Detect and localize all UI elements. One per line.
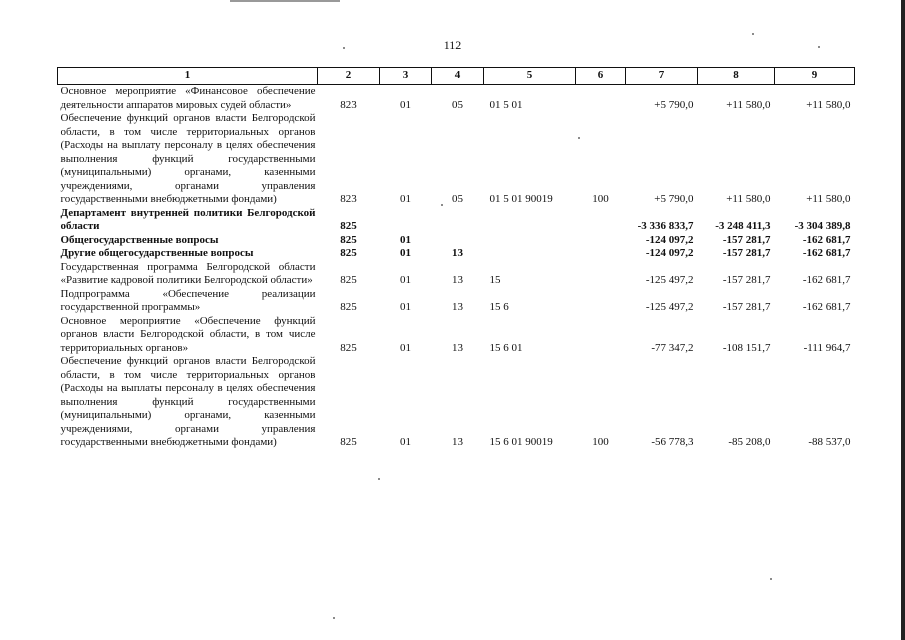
header-cell: 2 [318, 68, 380, 85]
cell-c3: 01 [400, 98, 411, 111]
cell-c3: 01 [400, 274, 411, 286]
page-number: 112 [443, 38, 462, 52]
cell-c7: -56 778,3 [651, 436, 694, 448]
cell-c7: +5 790,0 [654, 193, 694, 205]
cell-c5: 01 5 01 90019 [489, 193, 553, 205]
cell-c6 [576, 315, 626, 356]
cell-c2: 825 [340, 274, 357, 286]
header-cell: 5 [484, 68, 576, 85]
cell-c6 [576, 288, 626, 315]
cell-c9: -162 681,7 [802, 247, 851, 259]
cell-c9: -162 681,7 [802, 301, 851, 313]
table-row [58, 261, 855, 288]
cell-c2: 825 [340, 341, 357, 354]
cell-c7: -124 097,2 [645, 247, 694, 259]
table-row [58, 355, 855, 450]
cell-c2: 825 [340, 301, 357, 313]
cell-c4: 05 [452, 98, 463, 111]
scan-speck [770, 578, 772, 580]
cell-c7: -125 497,2 [645, 274, 694, 286]
table-row [58, 288, 855, 315]
cell-c6 [576, 247, 626, 261]
row-description: Основное мероприятие «Финансовое обеспечение деятельности аппаратов мировых судей области» [60, 85, 316, 111]
cell-c8: -157 281,7 [722, 233, 771, 246]
cell-c7: -124 097,2 [645, 233, 694, 246]
cell-c7: -3 336 833,7 [637, 220, 694, 232]
cell-c8: +11 580,0 [726, 193, 771, 205]
scan-speck [343, 47, 345, 49]
row-description: Департамент внутренней политики Белгородской области [60, 206, 316, 232]
cell-c8: -85 208,0 [728, 436, 771, 448]
cell-c6 [576, 85, 626, 113]
cell-c8: -108 151,7 [722, 341, 771, 354]
table-row [58, 234, 855, 248]
cell-c5 [484, 234, 576, 248]
cell-c4: 13 [452, 301, 463, 313]
cell-c4: 05 [452, 193, 463, 205]
cell-c9: -3 304 389,8 [794, 220, 851, 232]
row-description: Общегосударственные вопросы [60, 233, 219, 246]
header-cell: 4 [432, 68, 484, 85]
scan-speck [441, 204, 443, 206]
cell-c8: +11 580,0 [726, 98, 771, 111]
cell-c3: 01 [400, 247, 411, 259]
cell-c9: -88 537,0 [808, 436, 851, 448]
cell-c6 [576, 261, 626, 288]
header-cell: 3 [380, 68, 432, 85]
scan-edge-top [230, 0, 340, 2]
cell-c5 [484, 247, 576, 261]
row-description: Основное мероприятие «Обеспечение функций органов власти Белгородской области, в том числе территориальных органов» [60, 314, 316, 354]
table-row [58, 85, 855, 113]
row-description: Подпрограмма «Обеспечение реализации государственной программы» [60, 287, 316, 313]
cell-c3 [380, 207, 432, 234]
header-row [58, 68, 855, 85]
cell-c9: -162 681,7 [802, 233, 851, 246]
cell-c8: -157 281,7 [722, 301, 771, 313]
cell-c3: 01 [400, 436, 411, 448]
cell-c7: -125 497,2 [645, 301, 694, 313]
header-cell: 6 [576, 68, 626, 85]
row-description: Государственная программа Белгородской области «Развитие кадровой политики Белгородской области» [60, 260, 316, 286]
cell-c8: -3 248 411,3 [715, 220, 771, 232]
cell-c2: 825 [340, 247, 357, 259]
cell-c3: 01 [400, 301, 411, 313]
scan-speck [752, 33, 754, 35]
cell-c6: 100 [592, 436, 609, 448]
cell-c6 [576, 207, 626, 234]
scan-speck [578, 137, 580, 139]
cell-c3: 01 [400, 341, 411, 354]
row-description: Обеспечение функций органов власти Белгородской области, в том числе территориальных органов (Расходы на выплаты персоналу в целях обеспечения выполнения функций государственными (муниципальными) органами, казенными учреждениями, органами управления государственными внебюджетными фондами) [60, 355, 316, 448]
table-row [58, 315, 855, 356]
cell-c4 [432, 234, 484, 248]
cell-c8: -157 281,7 [722, 247, 771, 259]
cell-c8: -157 281,7 [722, 274, 771, 286]
cell-c5 [484, 207, 576, 234]
cell-c9: -162 681,7 [802, 274, 851, 286]
scan-speck [333, 617, 335, 619]
cell-c5: 01 5 01 [489, 98, 523, 111]
cell-c4: 13 [452, 247, 463, 259]
cell-c7: +5 790,0 [654, 98, 694, 111]
cell-c9: -111 964,7 [803, 341, 851, 354]
cell-c9: +11 580,0 [806, 193, 851, 205]
cell-c4: 13 [452, 274, 463, 286]
header-cell: 8 [698, 68, 775, 85]
cell-c3: 01 [400, 193, 411, 205]
row-description: Другие общегосударственные вопросы [60, 247, 254, 259]
table-row [58, 207, 855, 234]
cell-c5: 15 6 [489, 301, 509, 313]
cell-c5: 15 6 01 [489, 341, 523, 354]
cell-c7: -77 347,2 [651, 341, 694, 354]
header-cell: 7 [626, 68, 698, 85]
table-row [58, 112, 855, 207]
cell-c2: 825 [340, 220, 357, 232]
cell-c2: 823 [340, 193, 357, 205]
scan-speck [818, 46, 820, 48]
cell-c4: 13 [452, 436, 463, 448]
table-row [58, 247, 855, 261]
cell-c4 [432, 207, 484, 234]
row-description: Обеспечение функций органов власти Белгородской области, в том числе территориальных органов (Расходы на выплату персоналу в целях обеспечения выполнения функций государственными (муниципальными) органами, казенными учреждениями, органами управления государственными внебюджетными фондами) [60, 112, 316, 205]
scan-speck [378, 478, 380, 480]
cell-c5: 15 6 01 90019 [489, 436, 553, 448]
cell-c2: 823 [340, 98, 357, 111]
cell-c2: 825 [340, 436, 357, 448]
header-cell: 1 [58, 68, 318, 85]
cell-c4: 13 [452, 341, 463, 354]
budget-table [57, 67, 855, 450]
cell-c6: 100 [592, 193, 609, 205]
scan-edge-right [901, 0, 905, 640]
cell-c9: +11 580,0 [806, 98, 851, 111]
cell-c3: 01 [400, 233, 411, 246]
header-cell: 9 [775, 68, 855, 85]
cell-c6 [576, 234, 626, 248]
cell-c5: 15 [489, 274, 501, 286]
cell-c2: 825 [340, 233, 357, 246]
